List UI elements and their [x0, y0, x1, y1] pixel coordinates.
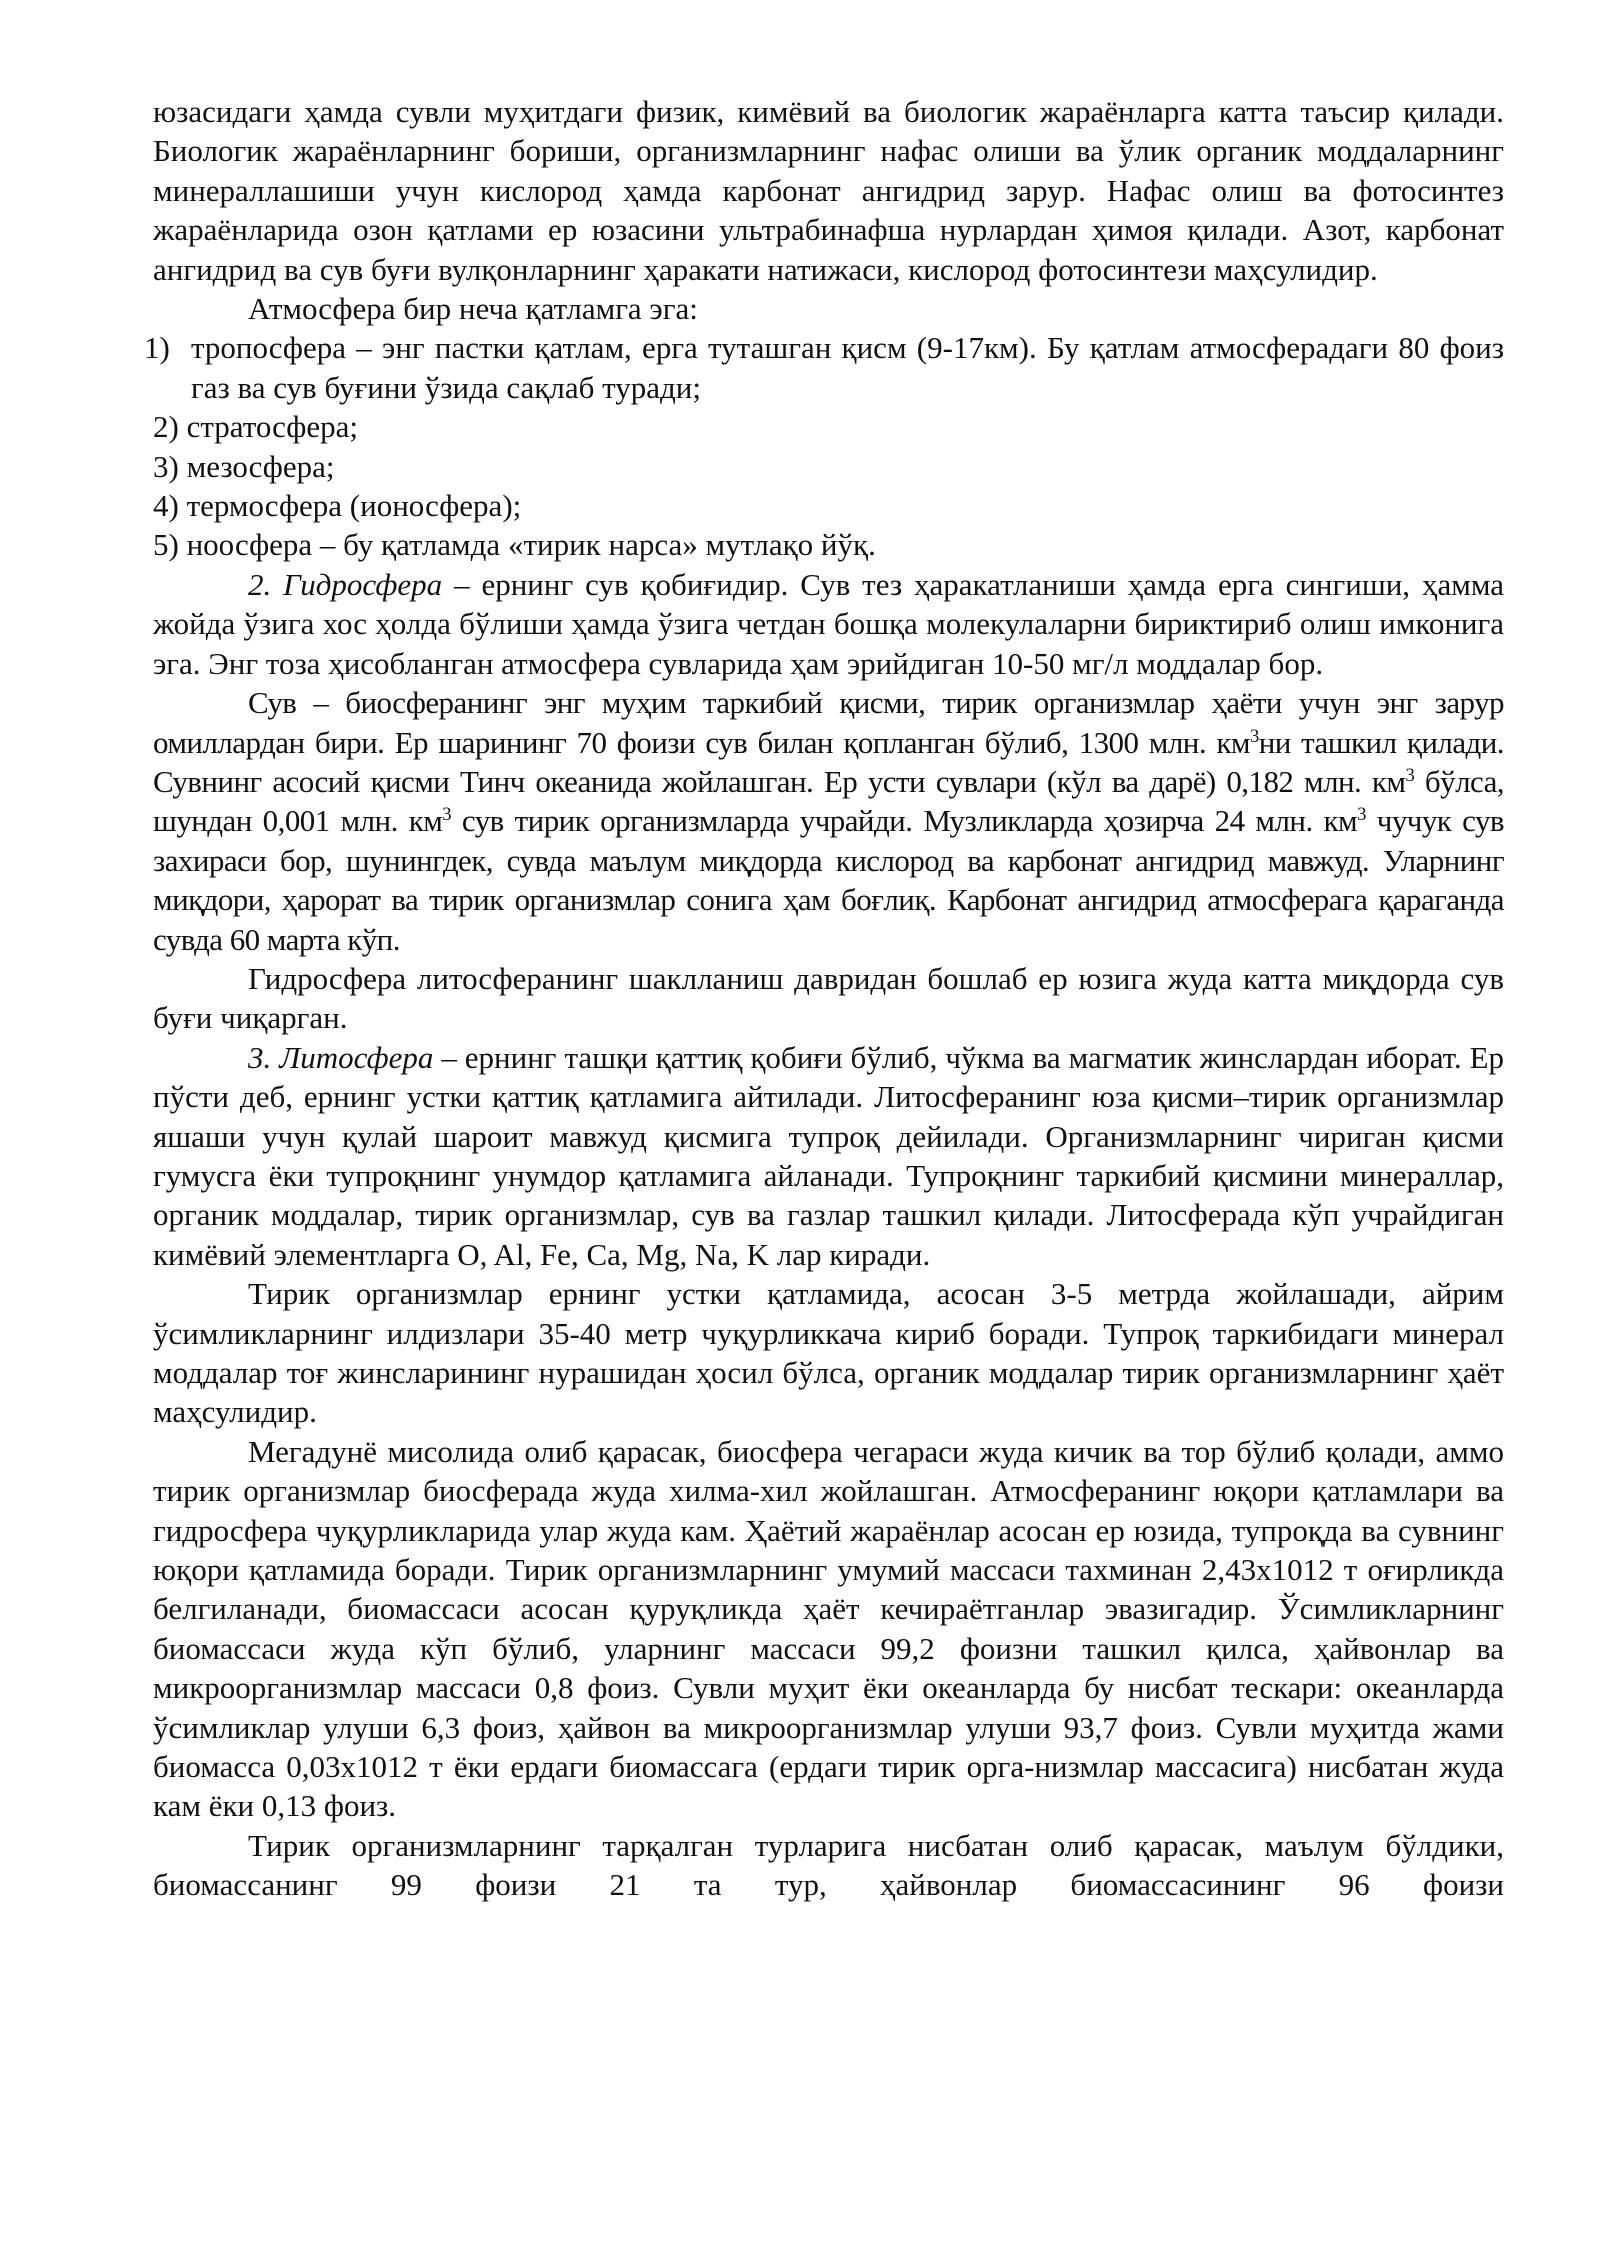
paragraph-text: Сув – биосферанинг энг муҳим таркибий қисми, тирик организмлар ҳаёти учун энг зарур омиллардан бири. Ер шарининг 70 фоизи сув билан қопланган бўлиб, 1300 млн. км [153, 685, 1504, 760]
paragraph-atmosphere-layers-intro: Атмосфера бир неча қатламга эга: [248, 291, 698, 327]
list-item-text: мезосфера; [186, 448, 335, 484]
paragraph-water-volume [153, 683, 1504, 959]
superscript: 3 [1357, 804, 1366, 826]
list-item [153, 525, 1504, 564]
atmosphere-layers-list [144, 328, 1504, 564]
superscript: 3 [1249, 725, 1259, 747]
list-item-text: ноосфера – бу қатламда «тирик нарса» мутлақо йўқ. [186, 527, 876, 563]
paragraph-biomass: Мегадунё мисолида олиб қарасак, биосфера чегараси жуда кичик ва тор бўлиб қолади, аммо тирик организмлар биосферада жуда хилма-хил жойлашган. Атмосферанинг юқори қатламлари ва гидросфера чуқурликларида улар жуда кам. Ҳаётий жараёнлар асосан ер юзида, тупроқда ва сувнинг юқори қатламида боради. Тирик организмларнинг умумий массаси тахминан 2,43х1012 т оғирликда белгиланади, биомассаси асосан қуруқликда ҳаёт кечираётганлар эвазигадир. Ўсимликларнинг биомассаси жуда кўп бўлиб, уларнинг массаси 99,2 фоизни ташкил қилса, ҳайвонлар ва микроорганизмлар массаси 0,8 фоиз. Сувли муҳит ёки океанларда бу нисбат тескари: океанларда ўсимликлар улуши 6,3 фоиз, ҳайвон ва микроорганизмлар улуши 93,7 фоиз. Сувли муҳитда жами биомасса 0,03х1012 т ёки ердаги биомассага (ердаги тирик орга-низмлар массасига) нисбатан жуда кам ёки 0,13 фоиз. [153, 1433, 1504, 1824]
paragraph-text: бўлса, шундан 0,001 млн. км [153, 763, 1504, 839]
list-item-text: тропосфера – энг пастки қатлам, ерга туташган қисм (9-17км). Бу қатлам атмосферадаги 80 фоиз газ ва сув буғини ўзида сақлаб туради; [191, 330, 1504, 405]
paragraph-text: сув тирик организмларда учрайди. Музликларда ҳозирча 24 млн. км [451, 803, 1358, 839]
list-item-number: 1) [144, 330, 170, 366]
paragraph-lithosphere [153, 1038, 1504, 1274]
paragraph-text: – ернинг ташқи қаттиқ қобиғи бўлиб, чўкма ва магматик жинслардан иборат. Ер пўсти деб, ернинг устки қаттиқ қатламига айтилади. Литосферанинг юза қисми–тирик организмлар яшаши учун қулай шароит мавжуд қисмига тупроқ дейилади. Организмларнинг чириган қисми гумусга ёки тупроқнинг унумдор қатламига айланади. Тупроқнинг таркибий қисмини минераллар, органик моддалар, тирик организмлар, сув ва газлар ташкил қилади. Литосферада кўп учрайдиган кимёвий элементларга O, Al, Fe, Ca, Mg, Na, K лар киради. [153, 1039, 1505, 1272]
list-item-number: 2) [153, 409, 179, 445]
paragraph-hydrosphere-formation: Гидросфера литосферанинг шаклланиш давридан бошлаб ер юзига жуда катта миқдорда сув буғи чиқарган. [153, 960, 1504, 1036]
paragraph-species-distribution: Тирик организмларнинг тарқалган турларига нисбатан олиб қарасак, маълум бўлдики, биомассанинг 99 фоизи 21 та тур, ҳайвонлар биомассасининг 96 фоизи [153, 1827, 1504, 1903]
paragraph-text: ни ташкил қилади. Сувнинг асосий қисми Тинч океанида жойлашган. Ер усти сувлари (кўл ва дарё) 0,182 млн. км [153, 724, 1504, 799]
list-item-number: 5) [153, 527, 179, 563]
paragraph-hydrosphere [153, 565, 1504, 683]
superscript: 3 [442, 804, 452, 826]
paragraph-text: чучук сув захираси бор, шунингдек, сувда маълум миқдорда кислород ва карбонат ангидрид мавжуд. Уларнинг миқдори, ҳарорат ва тирик организмлар сонига ҳам боғлиқ. Карбонат ангидрид атмосферага қараганда сувда 60 марта кўп. [153, 803, 1505, 957]
list-item [153, 447, 1504, 486]
list-item-number: 4) [153, 488, 179, 524]
superscript: 3 [1405, 764, 1415, 786]
paragraph-atmosphere-processes: юзасидаги ҳамда сувли муҳитдаги физик, кимёвий ва биологик жараёнларга катта таъсир қилади. Биологик жараёнларнинг бориши, организмларнинг нафас олиши ва ўлик органик моддаларнинг минераллашиши учун кислород ҳамда карбонат ангидрид зарур. Нафас олиш ва фотосинтез жараёнларида озон қатлами ер юзасини ультрабинафша нурлардан ҳимоя қилади. Азот, карбонат ангидрид ва сув буғи вулқонларнинг ҳаракати натижаси, кислород фотосинтези маҳсулидир. [153, 94, 1504, 287]
list-item [153, 407, 1504, 446]
section-term-hydrosphere: 2. Гидросфера [248, 566, 443, 602]
list-item-text: стратосфера; [186, 409, 358, 445]
list-item-number: 3) [153, 448, 179, 484]
list-item-text: термосфера (ионосфера); [186, 488, 522, 524]
list-item [153, 486, 1504, 525]
paragraph-text: – ернинг сув қобиғидир. Сув тез ҳаракатланиши ҳамда ерга сингиши, ҳамма жойда ўзига хос ҳолда бўлиши ҳамда ўзига четдан бошқа молекулаларни бириктириб олиш имконига эга. Энг тоза ҳисобланган атмосфера сувларида ҳам эрийдиган 10-50 мг/л моддалар бор. [153, 566, 1504, 681]
paragraph-organisms-depth: Тирик организмлар ернинг устки қатламида, асосан 3-5 метрда жойлашади, айрим ўсимликларнинг илдизлари 35-40 метр чуқурликкача кириб боради. Тупроқ таркибидаги минерал моддалар тоғ жинсларининг нурашидан ҳосил бўлса, органик моддалар тирик организмларнинг ҳаёт маҳсулидир. [153, 1276, 1504, 1430]
list-item [144, 328, 1504, 407]
section-term-lithosphere: 3. Литосфера [248, 1039, 434, 1075]
